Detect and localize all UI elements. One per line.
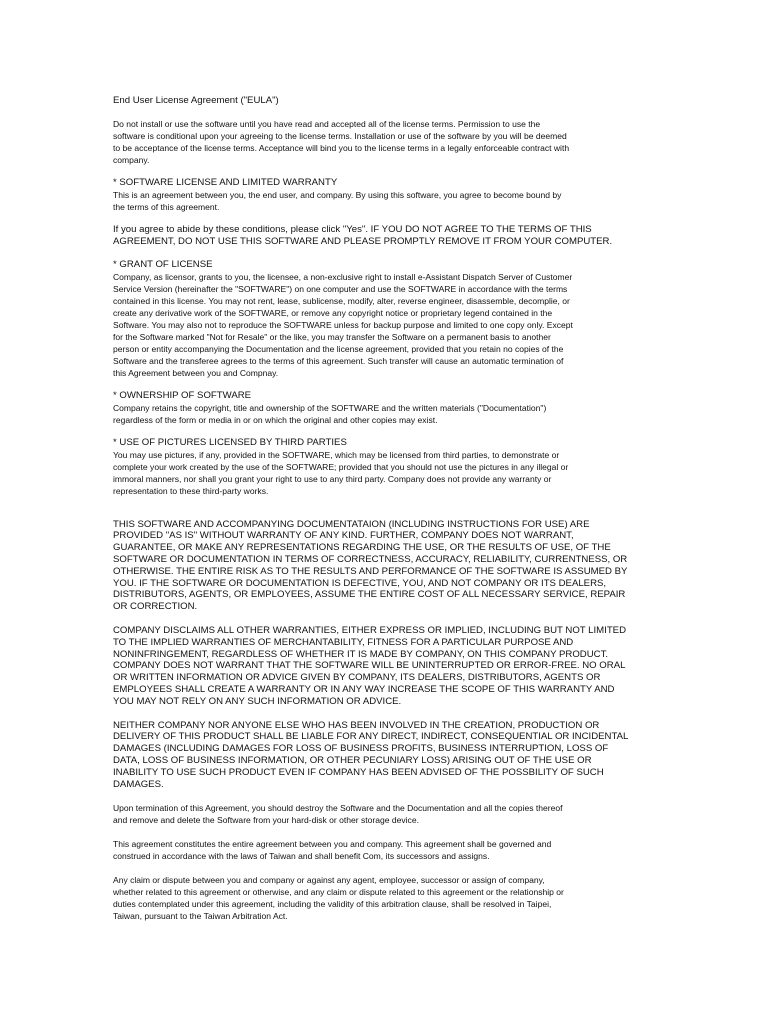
abide-section — [113, 224, 658, 248]
termination-line: and remove and delete the Software from your hard-disk or other storage device. — [113, 815, 419, 826]
as-is-line: OTHERWISE. THE ENTIRE RISK AS TO THE RESULTS AND PERFORMANCE OF THE SOFTWARE IS ASSUMED BY — [113, 565, 628, 577]
disclaims-section — [113, 625, 658, 708]
intro-line: Do not install or use the software until you have read and accepted all of the license terms. Permission to use the — [113, 119, 541, 129]
liability-line: NEITHER COMPANY NOR ANYONE ELSE WHO HAS BEEN INVOLVED IN THE CREATION, PRODUCTION OR — [113, 719, 600, 731]
arbitration-paragraph — [113, 874, 658, 922]
as-is-paragraph — [113, 519, 658, 613]
grant-line: contained in this license. You may not rent, lease, sublicense, modify, alter, reverse engineer, disassemble, decomplie, or — [113, 295, 570, 306]
entire-agreement-line: construed in accordance with the laws of Taiwan and shall benefit Com, its successors and assigns. — [113, 851, 490, 862]
abide-line: AGREEMENT, DO NOT USE THIS SOFTWARE AND PLEASE PROMPTLY REMOVE IT FROM YOUR COMPUTER. — [113, 235, 613, 247]
termination-paragraph — [113, 802, 658, 826]
ownership-heading: * OWNERSHIP OF SOFTWARE — [113, 389, 252, 401]
entire-agreement-paragraph — [113, 838, 658, 862]
as-is-line: SOFTWARE OR DOCUMENTATION IN TERMS OF CORRECTNESS, ACCURACY, RELIABILITY, CURRENTNESS, OR — [113, 553, 628, 565]
grant-line: Software. You may also not to reproduce the SOFTWARE unless for backup purpose and limited to one copy only. Except — [113, 319, 573, 330]
arbitration-line: duties contemplated under this agreement, including the validity of this arbitration clause, shall be resolved in Taipei, — [113, 899, 552, 910]
license-paragraph — [113, 189, 658, 213]
liability-paragraph — [113, 720, 658, 791]
ownership-line: regardless of the form or media in or on which the original and other copies may exist. — [113, 414, 438, 425]
liability-line: DATA, LOSS OF BUSINESS INFORMATION, OR OTHER PECUNIARY LOSS) ARISING OUT OF THE USE OR — [113, 754, 592, 766]
intro-paragraph — [113, 118, 658, 166]
abide-line: If you agree to abide by these conditions, please click "Yes". IF YOU DO NOT AGREE TO THE TERMS OF THIS — [113, 224, 592, 235]
arbitration-line: whether related to this agreement or otherwise, and any claim or dispute related to this agreement or the relationship or — [113, 887, 564, 898]
grant-line: person or entity accompanying the Documentation and the license agreement, provided that you retain no copies of the — [113, 343, 564, 354]
disclaims-line: OR WRITTEN INFORMATION OR ADVICE GIVEN BY COMPANY, ITS DEALERS, DISTRIBUTORS, AGENTS OR — [113, 672, 601, 684]
pictures-line: immoral manners, nor shall you grant your right to use to any third party. Company does not provide any warranty or — [113, 473, 552, 484]
disclaims-line: NONINFRINGEMENT, REGARDLESS OF WHETHER IT IS MADE BY COMPANY, ON THIS COMPANY PRODUCT. — [113, 648, 609, 660]
as-is-line: OR CORRECTION. — [113, 601, 198, 613]
grant-paragraph — [113, 271, 658, 379]
intro-line: to be acceptance of the license terms. Acceptance will bind you to the license terms in a legally enforceable contract with — [113, 143, 570, 153]
as-is-line: THIS SOFTWARE AND ACCOMPANYING DOCUMENTATAION (INCLUDING INSTRUCTIONS FOR USE) ARE — [113, 518, 590, 530]
pictures-line: representation to these third-party works. — [113, 485, 269, 496]
disclaims-line: COMPANY DOES NOT WARRANT THAT THE SOFTWARE WILL BE UNINTERRUPTED OR ERROR-FREE. NO ORAL — [113, 660, 626, 672]
as-is-line: YOU. IF THE SOFTWARE OR DOCUMENTATION IS DEFECTIVE, YOU, AND NOT COMPANY OR ITS DEALERS, — [113, 577, 607, 589]
license-section — [113, 177, 658, 213]
disclaims-line: TO THE IMPLIED WARRANTIES OF MERCHANTABILITY, FITNESS FOR A PARTICULAR PURPOSE AND — [113, 636, 574, 648]
disclaims-line: EMPLOYEES SHALL CREATE A WARRANTY OR IN ANY WAY INCREASE THE SCOPE OF THIS WARRANTY AND — [113, 683, 615, 695]
intro-line: company. — [113, 155, 150, 165]
pictures-heading: * USE OF PICTURES LICENSED BY THIRD PARTIES — [113, 436, 347, 448]
document-title: End User License Agreement ("EULA") — [113, 95, 279, 106]
entire-agreement-section — [113, 838, 658, 862]
grant-line: Software and the transferee agrees to the terms of this agreement. Such transfer will cause an automatic termination of — [113, 355, 564, 366]
as-is-line: GUARANTEE, OR MAKE ANY REPRESENTATIONS REGARDING THE USE, OR THE RESULTS OF USE, OF THE — [113, 542, 611, 554]
grant-line: create any derivative work of the SOFTWARE, or remove any copyright notice or proprietary legend contained in the — [113, 307, 553, 318]
liability-line: DAMAGES. — [113, 778, 164, 790]
pictures-paragraph — [113, 449, 658, 497]
grant-line: Company, as licensor, grants to you, the licensee, a non-exclusive right to install e-Assistant Dispatch Server of Customer — [113, 271, 573, 282]
grant-heading: * GRANT OF LICENSE — [113, 258, 213, 270]
entire-agreement-line: This agreement constitutes the entire agreement between you and company. This agreement shall be governed and — [113, 839, 552, 850]
license-heading: * SOFTWARE LICENSE AND LIMITED WARRANTY — [113, 177, 338, 188]
ownership-line: Company retains the copyright, title and ownership of the SOFTWARE and the written materials ("Documentation") — [113, 402, 547, 413]
grant-line: Service Version (hereinafter the "SOFTWARE") on one computer and use the SOFTWARE in accordance with the terms — [113, 283, 568, 294]
pictures-section — [113, 437, 658, 497]
liability-line: DELIVERY OF THIS PRODUCT SHALL BE LIABLE FOR ANY DIRECT, INDIRECT, CONSEQUENTIAL OR INCIDENTAL — [113, 731, 629, 743]
as-is-section — [113, 519, 658, 613]
pictures-line: You may use pictures, if any, provided in the SOFTWARE, which may be licensed from third parties, to demonstrate or — [113, 449, 560, 460]
ownership-paragraph — [113, 402, 658, 426]
liability-line: DAMAGES (INCLUDING DAMAGES FOR LOSS OF BUSINESS PROFITS, BUSINESS INTERRUPTION, LOSS OF — [113, 743, 609, 755]
termination-line: Upon termination of this Agreement, you should destroy the Software and the Documentation and all the copies thereof — [113, 803, 563, 814]
arbitration-section — [113, 874, 658, 922]
grant-section — [113, 259, 658, 379]
as-is-line: PROVIDED "AS IS" WITHOUT WARRANTY OF ANY KIND. FURTHER, COMPANY DOES NOT WARRANT, — [113, 530, 574, 542]
termination-section — [113, 802, 658, 826]
disclaims-line: COMPANY DISCLAIMS ALL OTHER WARRANTIES, EITHER EXPRESS OR IMPLIED, INCLUDING BUT NOT LIMITED — [113, 624, 627, 636]
liability-section — [113, 720, 658, 791]
liability-line: INABILITY TO USE SUCH PRODUCT EVEN IF COMPANY HAS BEEN ADVISED OF THE POSSBILITY OF SUCH — [113, 766, 604, 778]
ownership-section — [113, 390, 658, 426]
intro-line: software is conditional upon your agreeing to the license terms. Installation or use of the software by you will be deemed — [113, 131, 567, 141]
as-is-line: DISTRIBUTORS, AGENTS, OR EMPLOYEES, ASSUME THE ENTIRE COST OF ALL NECESSARY SERVICE, REPAIR — [113, 589, 626, 601]
license-line: This is an agreement between you, the end user, and company. By using this software, you agree to become bound by — [113, 190, 562, 200]
disclaims-paragraph — [113, 625, 658, 708]
pictures-line: complete your work created by the use of the SOFTWARE; provided that you should not use the pictures in any illegal or — [113, 461, 569, 472]
arbitration-line: Taiwan, pursuant to the Taiwan Arbitration Act. — [113, 911, 288, 922]
grant-line: for the Software marked "Not for Resale" or the like, you may transfer the Software on a permanent basis to another — [113, 331, 551, 342]
abide-paragraph — [113, 224, 658, 248]
disclaims-line: YOU MAY NOT RELY ON ANY SUCH INFORMATION OR ADVICE. — [113, 695, 402, 707]
grant-line: this Agreement between you and Compnay. — [113, 367, 279, 378]
license-line: the terms of this agreement. — [113, 202, 220, 212]
arbitration-line: Any claim or dispute between you and company or against any agent, employee, successor or assign of company, — [113, 875, 545, 886]
